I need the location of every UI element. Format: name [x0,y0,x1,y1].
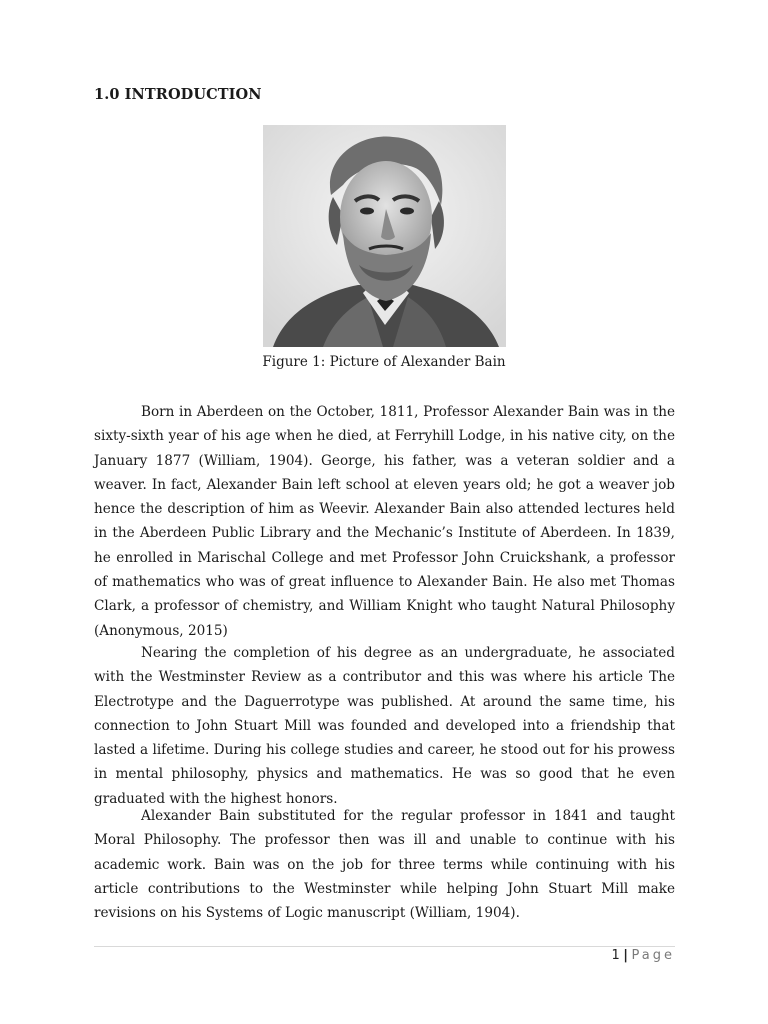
portrait-image [263,125,506,347]
figure-caption: Figure 1: Picture of Alexander Bain [262,354,506,370]
portrait-figure [263,125,506,347]
body-paragraph: Alexander Bain substituted for the regular professor in 1841 and taught Moral Philosophy. The professor then was ill and unable to continue with his academic work. Bain was on the job for three terms while continuing with his article contributions to the Westminster while helping John Stuart Mill make revisions on his Systems of Logic manuscript (William, 1904). [94,808,675,922]
page-footer [611,948,675,963]
section-heading: 1.0 INTRODUCTION [94,86,262,103]
footer-divider [94,946,675,947]
page-label: Page [631,948,675,963]
body-paragraph: Born in Aberdeen on the October, 1811, Professor Alexander Bain was in the sixty-sixth year of his age when he died, at Ferryhill Lodge, in his native city, on the January 1877 (William, 1904). George, his father, was a veteran soldier and a weaver. In fact, Alexander Bain left school at eleven years old; he got a weaver job hence the description of him as Weevir. Alexander Bain also attended lectures held in the Aberdeen Public Library and the Mechanic’s Institute of Aberdeen. In 1839, he enrolled in Marischal College and met Professor John Cruickshank, a professor of mathematics who was of great influence to Alexander Bain. He also met Thomas Clark, a professor of chemistry, and William Knight who taught Natural Philosophy (Anonymous, 2015) [94,404,675,639]
footer-separator: | [623,948,629,963]
page-number: 1 [611,948,621,963]
body-paragraph: Nearing the completion of his degree as an undergraduate, he associated with the Westminster Review as a contributor and this was where his article The Electrotype and the Daguerrotype was published. At around the same time, his connection to John Stuart Mill was founded and developed into a friendship that lasted a lifetime. During his college studies and career, he stood out for his prowess in mental philosophy, physics and mathematics. He was so good that he even graduated with the highest honors. [94,645,675,807]
